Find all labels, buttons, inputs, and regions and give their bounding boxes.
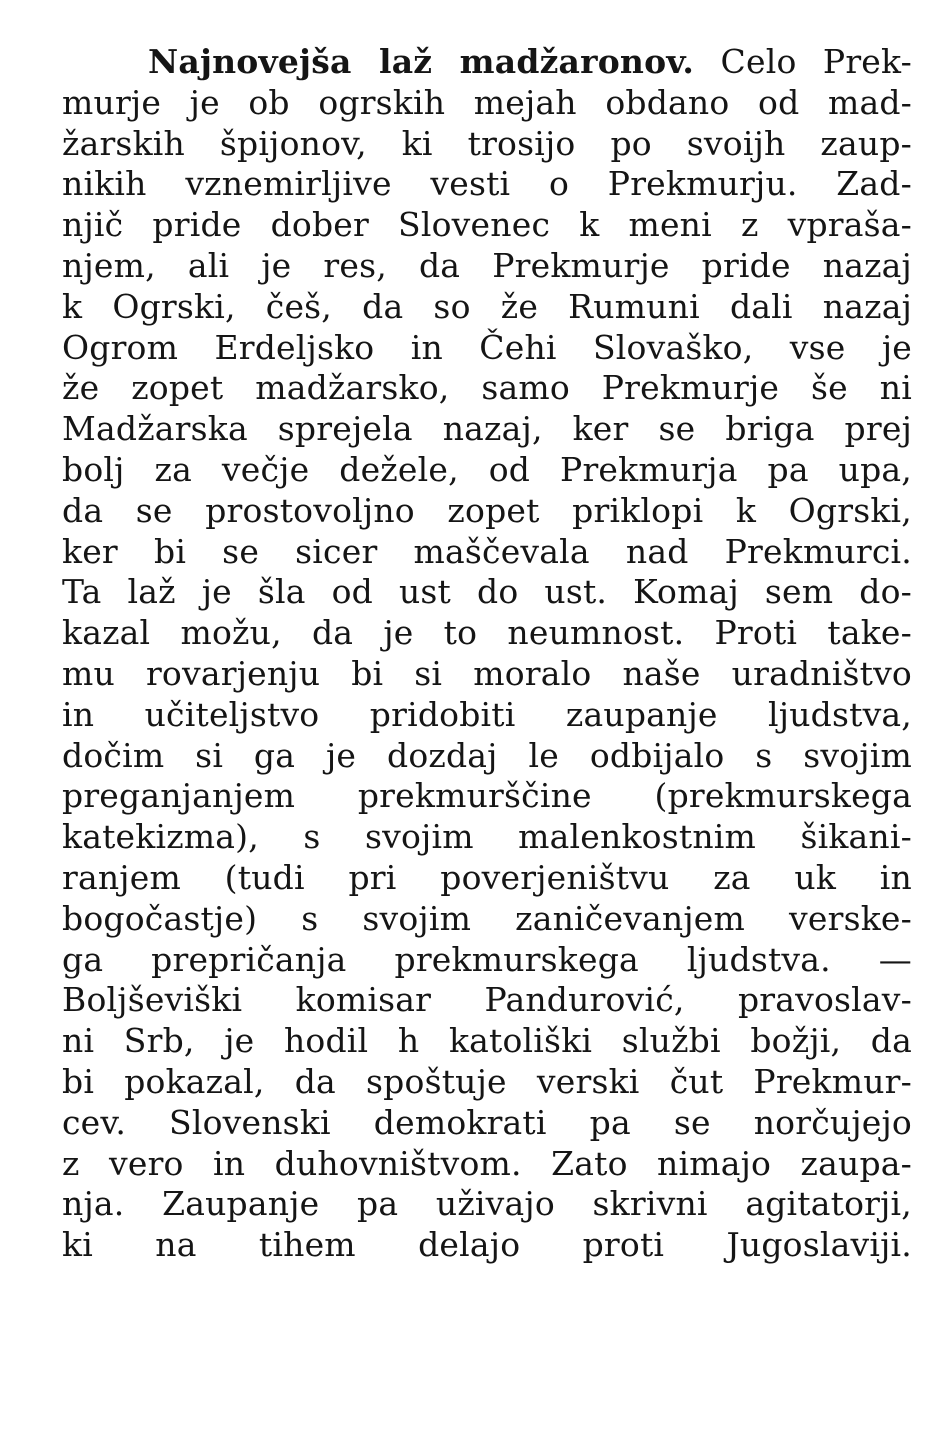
article-line-11: bolj za večje dežele, od Prekmurja pa upa,	[62, 449, 912, 489]
newspaper-article-column	[62, 42, 912, 1402]
article-line-22: bogočastje) s svojim zaničevanjem verske-	[62, 898, 912, 938]
article-line-27: cev. Slovenski demokrati pa se norčujejo	[62, 1102, 912, 1142]
article-line-30: ki na tihem delajo proti Jugoslaviji.	[62, 1225, 912, 1265]
article-line-15: kazal možu, da je to neumnost. Proti take-	[62, 613, 912, 653]
article-line-18: dočim si ga je dozdaj le odbijalo s svojim	[62, 735, 912, 775]
article-line-1	[62, 42, 912, 83]
article-first-line-text: Celo Prek-	[720, 42, 913, 81]
article-line-9: že zopet madžarsko, samo Prekmurje še ni	[62, 368, 912, 408]
article-line-24: Boljševiški komisar Pandurović, pravoslav-	[62, 980, 912, 1020]
article-line-20: katekizma), s svojim malenkostnim šikani-	[62, 817, 912, 857]
article-line-29: nja. Zaupanje pa uživajo skrivni agitatorji,	[62, 1184, 912, 1224]
article-line-12: da se prostovoljno zopet priklopi k Ogrski,	[62, 490, 912, 530]
article-line-19: preganjanjem prekmurščine (prekmurskega	[62, 776, 912, 816]
article-heading: Najnovejša laž madžaronov.	[148, 42, 695, 81]
article-line-23: ga prepričanja prekmurskega ljudstva. —	[62, 939, 912, 979]
article-line-6: njem, ali je res, da Prekmurje pride nazaj	[62, 245, 912, 285]
article-line-2: murje je ob ogrskih mejah obdano od mad-	[62, 82, 912, 122]
article-line-17: in učiteljstvo pridobiti zaupanje ljudstva,	[62, 694, 912, 734]
article-line-21: ranjem (tudi pri poverjeništvu za uk in	[62, 857, 912, 897]
article-line-5: njič pride dober Slovenec k meni z vpraša-	[62, 205, 912, 245]
article-line-26: bi pokazal, da spoštuje verski čut Prekmur-	[62, 1061, 912, 1101]
article-line-28: z vero in duhovništvom. Zato nimajo zaupa-	[62, 1143, 912, 1183]
article-line-31	[62, 1266, 912, 1307]
article-line-25: ni Srb, je hodil h katoliški službi božji, da	[62, 1021, 912, 1061]
article-line-3: žarskih špijonov, ki trosijo po svoijh zaup-	[62, 123, 912, 163]
article-line-7: k Ogrski, češ, da so že Rumuni dali nazaj	[62, 286, 912, 326]
article-line-4: nikih vznemirljive vesti o Prekmurju. Zad-	[62, 164, 912, 204]
article-line-13: ker bi se sicer maščevala nad Prekmurci.	[62, 531, 912, 571]
article-line-10: Madžarska sprejela nazaj, ker se briga prej	[62, 409, 912, 449]
article-line-14: Ta laž je šla od ust do ust. Komaj sem do-	[62, 572, 912, 612]
article-line-16: mu rovarjenju bi si moralo naše uradništvo	[62, 653, 912, 693]
article-line-8: Ogrom Erdeljsko in Čehi Slovaško, vse je	[62, 327, 912, 367]
